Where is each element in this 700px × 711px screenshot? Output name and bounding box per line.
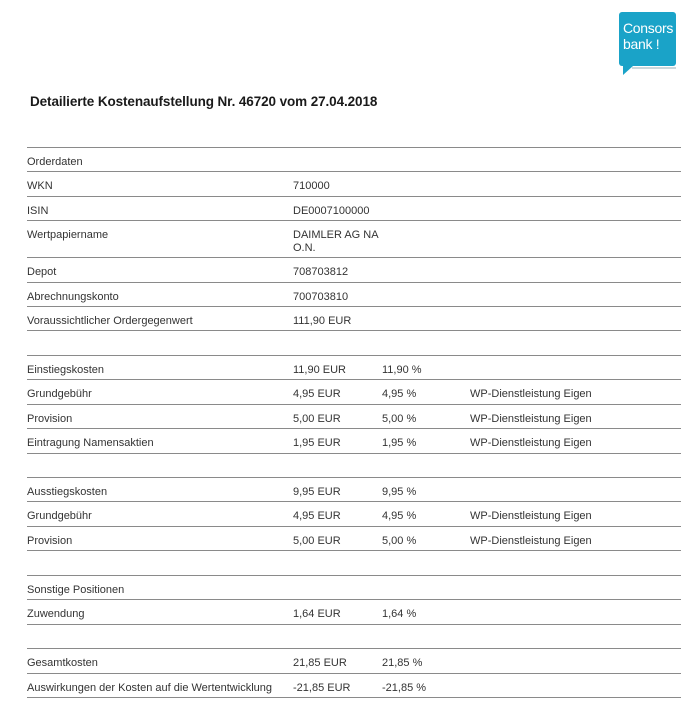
row-value: 708703812 xyxy=(293,266,349,278)
row-value: DE0007100000 xyxy=(293,205,370,217)
row-value: 710000 xyxy=(293,180,330,192)
row-percent: 11,90 % xyxy=(382,364,422,376)
section-heading: Orderdaten xyxy=(27,156,83,168)
table-row xyxy=(27,171,681,196)
table-row xyxy=(27,599,681,624)
gesamt-row xyxy=(27,648,681,673)
orderdaten-header-row xyxy=(27,147,681,172)
row-label: Zuwendung xyxy=(27,608,85,620)
row-amount: 1,95 EUR xyxy=(293,437,341,449)
table-row xyxy=(27,196,681,221)
section-divider xyxy=(27,453,681,478)
row-label: Abrechnungskonto xyxy=(27,291,119,303)
section-heading: Sonstige Positionen xyxy=(27,584,125,596)
section-divider xyxy=(27,624,681,649)
row-percent: 4,95 % xyxy=(382,388,417,400)
row-note: WP-Dienstleistung Eigen xyxy=(470,413,592,425)
row-label: Voraussichtlicher Ordergegenwert xyxy=(27,315,193,327)
einstieg-header-row xyxy=(27,355,681,380)
row-value: 111,90 EUR xyxy=(293,315,352,327)
row-label: Depot xyxy=(27,266,57,278)
section-divider xyxy=(27,330,681,355)
row-label: Ausstiegskosten xyxy=(27,486,108,498)
row-label: Eintragung Namensaktien xyxy=(27,437,154,449)
table-row xyxy=(27,501,681,526)
row-label: Grundgebühr xyxy=(27,388,92,400)
page-title: Detailierte Kostenaufstellung Nr. 46720 vom 27.04.2018 xyxy=(30,94,378,109)
table-row xyxy=(27,220,681,258)
row-percent: 1,64 % xyxy=(382,608,417,620)
consorsbank-logo xyxy=(619,12,676,66)
row-value: DAIMLER AG NA xyxy=(293,229,379,241)
row-value-line2: O.N. xyxy=(293,242,316,254)
row-amount: 21,85 EUR xyxy=(293,657,347,669)
table-row xyxy=(27,306,681,331)
row-label: Auswirkungen der Kosten auf die Wertentwicklung xyxy=(27,682,272,694)
logo-text-line1: Consors xyxy=(623,20,674,36)
section-divider xyxy=(27,550,681,575)
row-note: WP-Dienstleistung Eigen xyxy=(470,388,592,400)
row-amount: 1,64 EUR xyxy=(293,608,341,620)
row-note: WP-Dienstleistung Eigen xyxy=(470,535,592,547)
row-label: Provision xyxy=(27,413,73,425)
table-row xyxy=(27,257,681,282)
row-amount: 4,95 EUR xyxy=(293,510,341,522)
row-percent: 5,00 % xyxy=(382,535,417,547)
row-amount: 4,95 EUR xyxy=(293,388,341,400)
sonstige-header-row xyxy=(27,575,681,600)
row-amount: 5,00 EUR xyxy=(293,413,341,425)
table-bottom-border xyxy=(27,697,681,698)
row-amount: 5,00 EUR xyxy=(293,535,341,547)
row-note: WP-Dienstleistung Eigen xyxy=(470,437,592,449)
row-label: Grundgebühr xyxy=(27,510,92,522)
row-amount: 11,90 EUR xyxy=(293,364,346,376)
row-percent: 1,95 % xyxy=(382,437,417,449)
table-row xyxy=(27,379,681,404)
row-label: Gesamtkosten xyxy=(27,657,98,669)
logo-text-line2: bank ! xyxy=(623,36,660,52)
row-label: WKN xyxy=(27,180,53,192)
table-row xyxy=(27,526,681,551)
table-row xyxy=(27,428,681,453)
row-note: WP-Dienstleistung Eigen xyxy=(470,510,592,522)
row-percent: 21,85 % xyxy=(382,657,423,669)
table-row xyxy=(27,673,681,698)
row-label: ISIN xyxy=(27,205,49,217)
row-amount: -21,85 EUR xyxy=(293,682,351,694)
row-percent: 9,95 % xyxy=(382,486,417,498)
row-label: Provision xyxy=(27,535,73,547)
table-row xyxy=(27,404,681,429)
ausstieg-header-row xyxy=(27,477,681,502)
row-label: Wertpapiername xyxy=(27,229,109,241)
row-percent: 5,00 % xyxy=(382,413,417,425)
logo-tagline xyxy=(632,67,676,69)
row-label: Einstiegskosten xyxy=(27,364,105,376)
row-value: 700703810 xyxy=(293,291,349,303)
table-row xyxy=(27,282,681,307)
row-percent: 4,95 % xyxy=(382,510,417,522)
row-percent: -21,85 % xyxy=(382,682,427,694)
row-amount: 9,95 EUR xyxy=(293,486,341,498)
